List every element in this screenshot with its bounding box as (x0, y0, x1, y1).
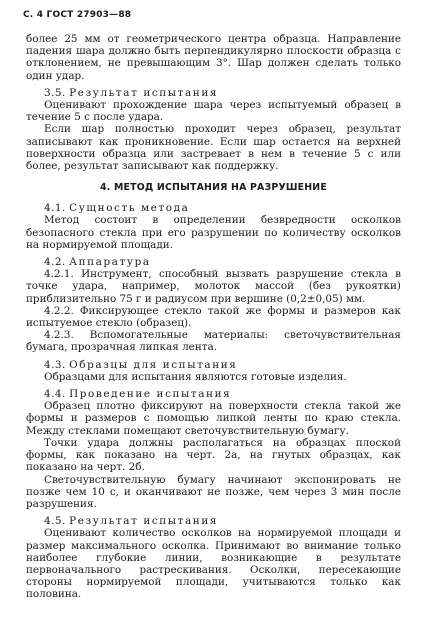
heading-number: 4.5. (44, 515, 66, 528)
paragraph: 4.2.2. Фиксирующее стекло такой же формы и размеров как испытуемое стекло (образец). (26, 304, 401, 330)
heading-text: Аппаратура (69, 256, 151, 269)
heading-number: 4.1. (44, 202, 66, 215)
paragraph: более 25 мм от геометрического центра образца. Направление падения шара должно быть перпендикулярно плоскости образца с отклонением, не превышающим 3°. Шар должен сделать только один удар. (26, 33, 401, 82)
subsection-heading-4-3 (26, 359, 401, 371)
heading-text: Результат испытания (69, 86, 219, 99)
heading-text: Результат испытания (69, 515, 219, 528)
heading-number: 4.4. (44, 388, 66, 401)
paragraph: Светочувствительную бумагу начинают экспонировать не позже чем 10 с, и оканчивают не позже, чем через 3 мин после разрушения. (26, 473, 401, 510)
subsection-heading-3-5 (26, 87, 401, 99)
subsection-heading-4-2 (26, 256, 401, 268)
paragraph: Оценивают прохождение шара через испытуемый образец в течение 5 с после удара. (26, 99, 401, 124)
subsection-heading-4-4 (26, 388, 401, 400)
paragraph: Метод состоит в определении безвредности осколков безопасного стекла при его разрушении по количеству осколков на нормируемой площади. (26, 214, 401, 251)
paragraph: 4.2.3. Вспомогательные материалы: светочувствительная бумага, прозрачная липкая лента. (26, 329, 401, 354)
subsection-heading-4-5 (26, 515, 401, 527)
page-header: С. 4 ГОСТ 27903—88 (23, 10, 132, 20)
section-title-4: 4. МЕТОД ИСПЫТАНИЯ НА РАЗРУШЕНИЕ (100, 182, 327, 194)
subsection-heading-4-1 (26, 202, 401, 214)
heading-number: 4.2. (44, 256, 66, 269)
paragraph: Образец плотно фиксируют на поверхности стекла такой же формы и размеров с помощью липкой ленты по краю стекла. Между стеклами помещают светочувствительную бумагу. (26, 400, 401, 437)
heading-number: 4.3. (44, 358, 66, 371)
paragraph: Точки удара должны располагаться на образцах плоской формы, как показано на черт. 2а, на гнутых образцах, как показано на черт. 2б. (26, 436, 401, 474)
paragraph: Если шар полностью проходит через образец, результат записывают как проникновение. Если шар остается на верхней поверхности образца или застревает в нем в течение 5 с или более, результат записывают как поддержку. (26, 123, 401, 173)
heading-text: Сущность метода (69, 202, 190, 215)
paragraph: Образцами для испытания являются готовые изделия. (44, 370, 347, 383)
heading-number: 3.5. (44, 86, 66, 99)
heading-text: Проведение испытания (69, 388, 232, 401)
heading-text: Образцы для испытания (69, 358, 238, 371)
paragraph: 4.2.1. Инструмент, способный вызвать разрушение стекла в точке удара, например, молоток массой (без рукоятки) приблизительно 75 г и радиусом при вершине (0,2±0,05) мм. (26, 268, 401, 305)
paragraph: Оценивают количество осколков на нормируемой площади и размер максимального осколка. Принимают во внимание только наиболее глубокие линии, возникающие в результате первоначального растрескивания. Осколки, пересекающие стороны нормируемой площади, учитываются только как половина. (26, 527, 401, 601)
